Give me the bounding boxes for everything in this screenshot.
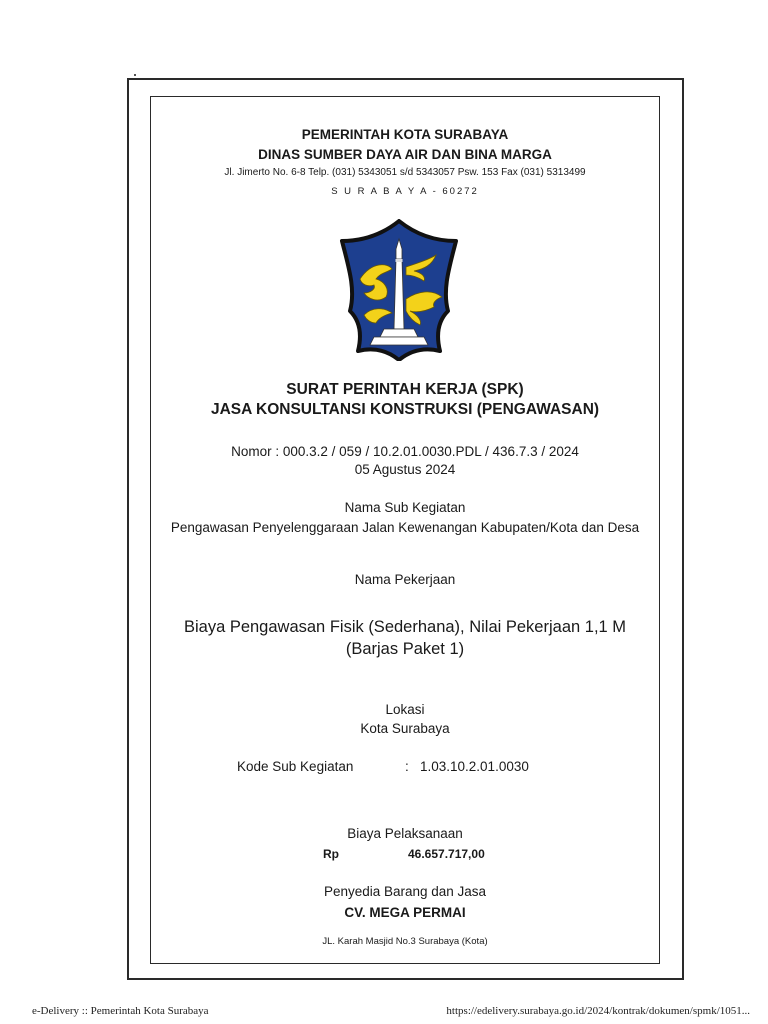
pekerjaan-value: Biaya Pengawasan Fisik (Sederhana), Nilai Pekerjaan 1,1 M (Barjas Paket 1)	[183, 618, 627, 658]
sub-kegiatan-value: Pengawasan Penyelenggaraan Jalan Kewenangan Kabupaten/Kota dan Desa	[170, 520, 640, 535]
lokasi-value: Kota Surabaya	[360, 721, 450, 736]
biaya-amount: 46.657.717,00	[408, 847, 485, 861]
penyedia-address: JL. Karah Masjid No.3 Surabaya (Kota)	[322, 936, 488, 947]
document-number: Nomor : 000.3.2 / 059 / 10.2.01.0030.PDL / 436.7.3 / 2024	[231, 444, 579, 459]
penyedia-label: Penyedia Barang dan Jasa	[323, 884, 487, 899]
biaya-currency: Rp	[323, 847, 339, 861]
kode-separator: :	[405, 759, 409, 774]
document-title: SURAT PERINTAH KERJA (SPK)	[286, 381, 524, 398]
biaya-label: Biaya Pelaksanaan	[347, 826, 463, 841]
agency-name: DINAS SUMBER DAYA AIR DAN BINA MARGA	[258, 147, 552, 162]
footer-url[interactable]: https://edelivery.surabaya.go.id/2024/kontrak/dokumen/spmk/1051...	[446, 1005, 750, 1017]
scan-speck	[134, 74, 136, 76]
surabaya-city-emblem-icon	[338, 219, 460, 361]
document-date: 05 Agustus 2024	[354, 462, 456, 477]
penyedia-name: CV. MEGA PERMAI	[344, 905, 466, 920]
kode-sub-kegiatan-label: Kode Sub Kegiatan	[237, 759, 354, 774]
lokasi-label: Lokasi	[385, 702, 425, 717]
pekerjaan-label: Nama Pekerjaan	[354, 572, 456, 587]
agency-city: S U R A B A Y A - 60272	[331, 186, 479, 197]
document-subtitle: JASA KONSULTANSI KONSTRUKSI (PENGAWASAN)	[210, 401, 600, 418]
government-name: PEMERINTAH KOTA SURABAYA	[301, 127, 509, 142]
kode-sub-kegiatan-value: 1.03.10.2.01.0030	[420, 759, 529, 774]
footer-source: e-Delivery :: Pemerintah Kota Surabaya	[32, 1005, 209, 1017]
sub-kegiatan-label: Nama Sub Kegiatan	[344, 500, 466, 515]
agency-address: Jl. Jimerto No. 6-8 Telp. (031) 5343051 s/d 5343057 Psw. 153 Fax (031) 5313499	[224, 167, 586, 178]
